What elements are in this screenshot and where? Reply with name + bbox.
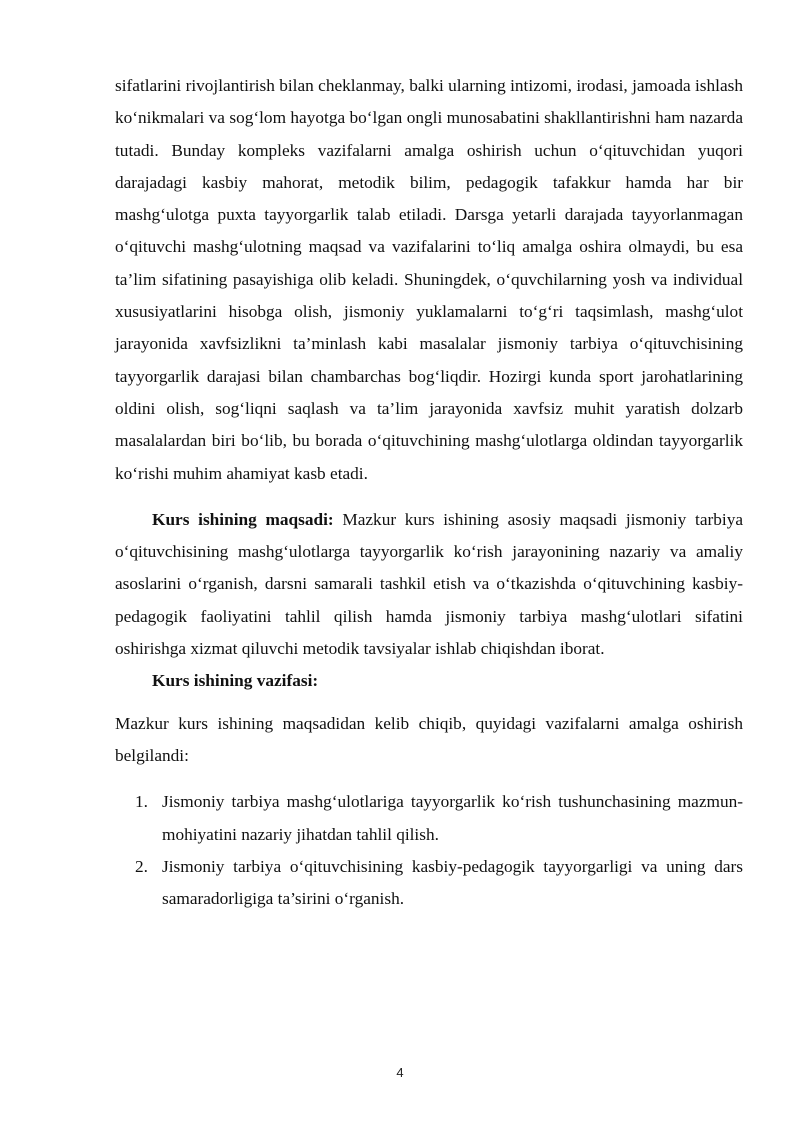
- list-item-text: Jismoniy tarbiya mashg‘ulotlariga tayyorgarlik ko‘rish tushunchasining mazmun-mohiyatini nazariy jihatdan tahlil qilish.: [162, 792, 743, 844]
- aim-paragraph: [115, 504, 743, 665]
- page-number: 4: [396, 1065, 404, 1080]
- tasks-heading: Kurs ishining vazifasi:: [152, 671, 319, 691]
- list-item: [115, 851, 743, 916]
- aim-text: Mazkur kurs ishining asosiy maqsadi jismoniy tarbiya o‘qituvchisining mashg‘ulotlarga tayyorgarlik ko‘rish jarayonining nazariy va amaliy asoslarini o‘rganish, darsni samarali tashkil etish va o‘tkazishda o‘qituvchining kasbiy-pedagogik faoliyatini tahlil qilish hamda jismoniy tarbiya mashg‘ulotlari sifatini oshirishga xizmat qiluvchi metodik tavsiyalar ishlab chiqishdan iborat.: [115, 509, 744, 659]
- body-paragraph-intro: sifatlarini rivojlantirish bilan cheklanmay, balki ularning intizomi, irodasi, jamoada ishlash ko‘nikmalari va sog‘lom hayotga bo‘lgan ongli munosabatini shakllantirishni ham nazarda tutadi. Bunday kompleks vazifalarni amalga oshirish uchun o‘qituvchidan yuqori darajadagi kasbiy mahorat, metodik bilim, pedagogik tafakkur hamda har bir mashg‘ulotga puxta tayyorgarlik talab etiladi. Darsga yetarli darajada tayyorlanmagan o‘qituvchi mashg‘ulotning maqsad va vazifalarini to‘liq amalga oshira olmaydi, bu esa ta’lim sifatining pasayishiga olib keladi. Shuningdek, o‘quvchilarning yosh va individual xususiyatlarini hisobga olish, jismoniy yuklamalarni to‘g‘ri taqsimlash, mashg‘ulot jarayonida xavfsizlikni ta’minlash kabi masalalar jismoniy tarbiya o‘qituvchisining tayyorgarlik darajasi bilan chambarchas bog‘liqdir. Hozirgi kunda sport jarohatlarining oldini olish, sog‘liqni saqlash va ta’lim jarayonida xavfsiz muhit yaratish dolzarb masalalardan biri bo‘lib, bu borada o‘qituvchining mashg‘ulotlarga oldindan tayyorgarlik ko‘rishi muhim ahamiyat kasb etadi.: [115, 76, 743, 483]
- aim-heading: Kurs ishining maqsadi:: [152, 509, 334, 529]
- list-item-number: 1.: [135, 792, 148, 812]
- list-item: [115, 786, 743, 851]
- task-list: [115, 786, 743, 915]
- list-item-number: 2.: [135, 856, 148, 876]
- document-page: [115, 70, 743, 915]
- tasks-intro: Mazkur kurs ishining maqsadidan kelib chiqib, quyidagi vazifalarni amalga oshirish belgilandi:: [115, 713, 743, 765]
- list-item-text: Jismoniy tarbiya o‘qituvchisining kasbiy-pedagogik tayyorgarligi va uning dars samaradorligiga ta’sirini o‘rganish.: [162, 856, 743, 909]
